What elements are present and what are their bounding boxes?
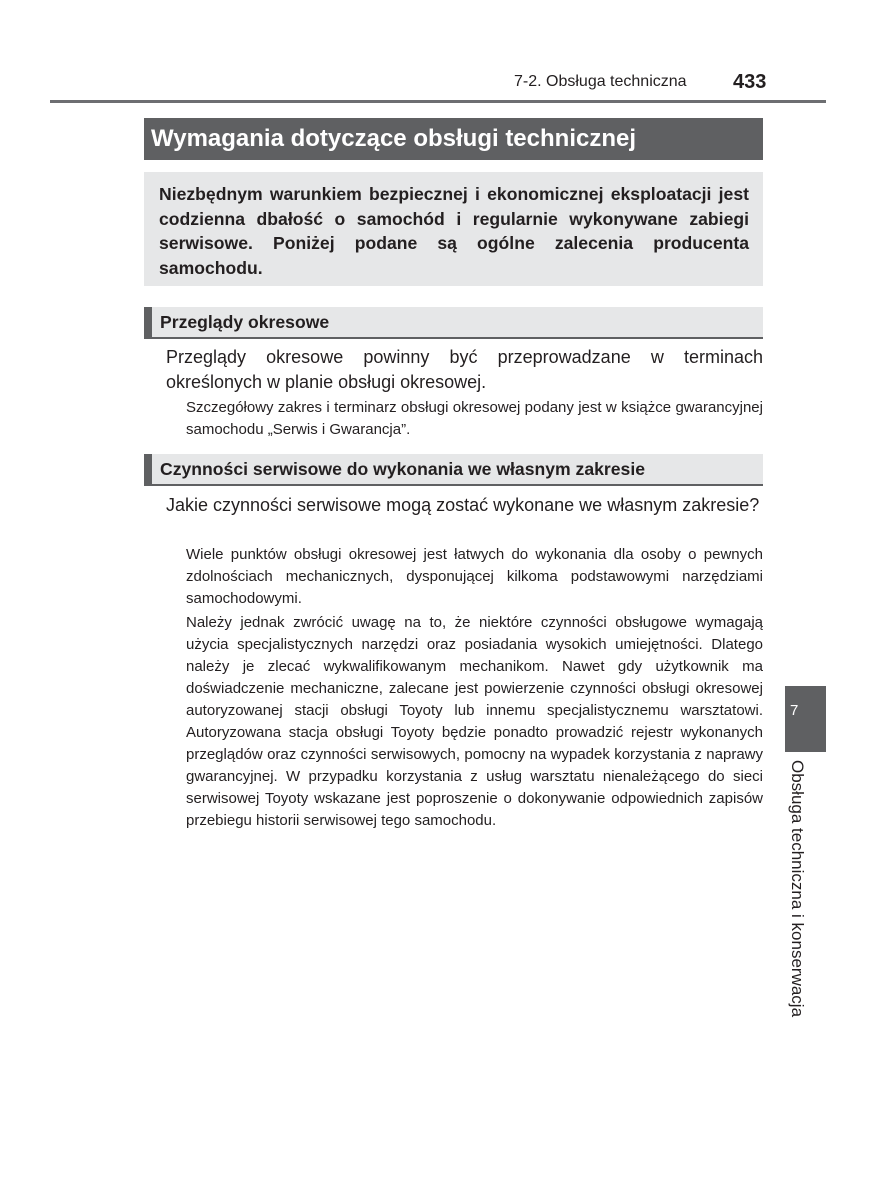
chapter-tab: 7 (785, 686, 826, 752)
section-heading-periodic-inspections: Przeglądy okresowe (144, 307, 763, 339)
section-lead-self-service: Jakie czynności serwisowe mogą zostać wykonane we własnym zakresie? (166, 495, 760, 515)
section-lead-periodic-inspections: Przeglądy okresowe powinny być przeprowadzane w terminach określonych w planie obsługi okresowej. (166, 347, 763, 392)
section-heading-self-service: Czynności serwisowe do wykonania we własnym zakresie (144, 454, 763, 486)
header-divider (50, 100, 826, 103)
chapter-tab-label: Obsługa techniczna i konserwacja (788, 760, 807, 1018)
section-paragraph: Należy jednak zwrócić uwagę na to, że niektóre czynności obsługowe wymagają użycia specjalistycznych narzędzi oraz posiadania wysokich umiejętności. Dlatego należy je zlecać wykwalifikowanym mechanikom. Nawet gdy użytkownik ma doświadczenie mechaniczne, zalecane jest powierzenie czynności obsługi okresowej autoryzowanej stacji obsługi Toyoty lub innemu specjalistycznemu warsztatowi. Autoryzowana stacja obsługi Toyoty będzie ponadto prowadzić rejestr wykonanych przeglądów oraz czynności serwisowych, pomocny na wypadek korzystania z naprawy gwarancyjnej. W przypadku korzystania z usług warsztatu nienależącego do sieci serwisowej Toyoty wskazane jest poproszenie o dokonywanie odpowiednich zapisów przebiegu historii serwisowej tego samochodu. (186, 614, 763, 829)
page-number: 433 (733, 71, 767, 93)
section-paragraph: Szczegółowy zakres i terminarz obsługi okresowej podany jest w książce gwarancyjnej samochodu „Serwis i Gwarancja”. (186, 399, 763, 438)
intro-box: Niezbędnym warunkiem bezpiecznej i ekonomicznej eksploatacji jest codzienna dbałość o samochód i regularnie wykonywane zabiegi serwisowe. Poniżej podane są ogólne zalecenia producenta samochodu. (144, 172, 763, 286)
header-section-title: 7-2. Obsługa techniczna (514, 73, 687, 90)
section-paragraph: Wiele punktów obsługi okresowej jest łatwych do wykonania dla osoby o pewnych zdolnościach mechanicznych, dysponującej kilkoma podstawowymi narzędziami samochodowymi. (186, 546, 763, 607)
page-title: Wymagania dotyczące obsługi technicznej (144, 118, 763, 160)
